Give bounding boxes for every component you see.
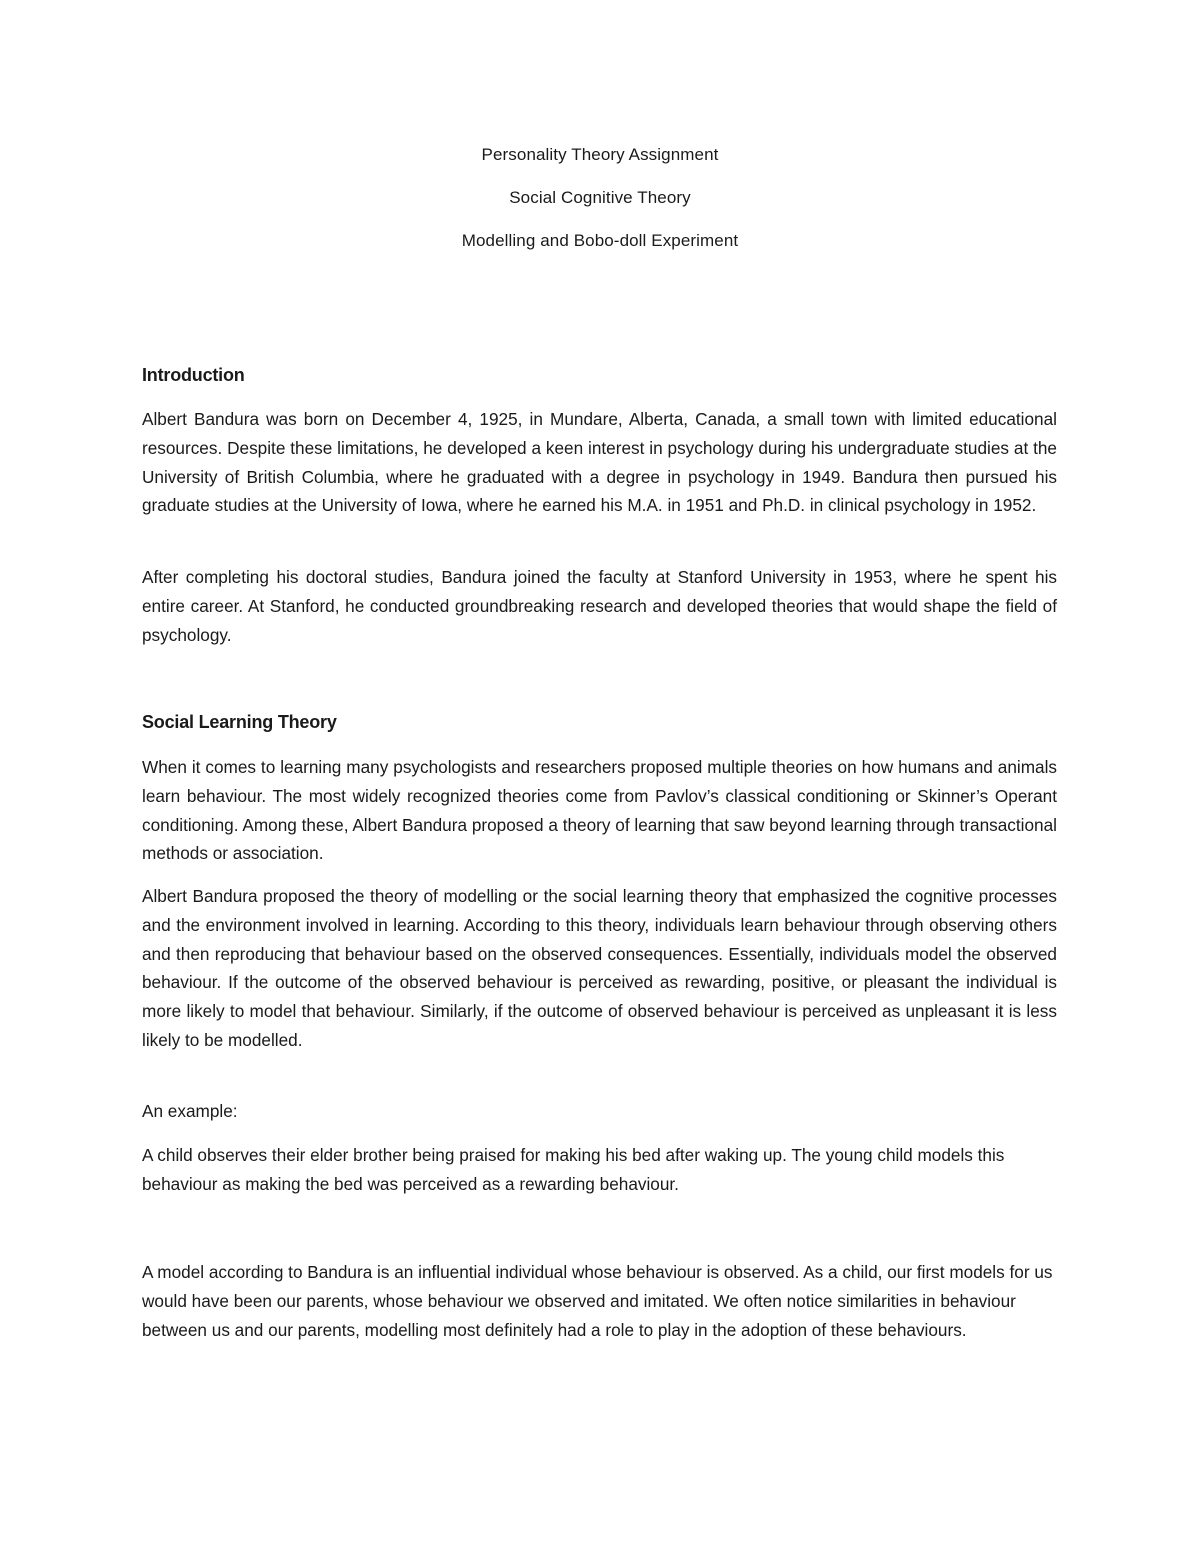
social-learning-heading: Social Learning Theory	[142, 712, 337, 732]
example-paragraph-block	[142, 1141, 1057, 1199]
social-learning-paragraph: Albert Bandura proposed the theory of modelling or the social learning theory that emphasized the cognitive processes and the environment involved in learning. According to this theory, individuals learn behaviour through observing others and then reproducing that behaviour based on the observed consequences. Essentially, individuals model the observed behaviour. If the outcome of the observed behaviour is perceived as rewarding, positive, or pleasant the individual is more likely to model that behaviour. Similarly, if the outcome of observed behaviour is perceived as unpleasant it is less likely to be modelled.	[142, 886, 1057, 1050]
social-learning-paragraph-1-block	[142, 753, 1057, 868]
social-learning-heading-block	[142, 710, 1057, 734]
social-learning-paragraph: When it comes to learning many psychologists and researchers proposed multiple theories on how humans and animals learn behaviour. The most widely recognized theories come from Pavlov’s classical conditioning or Skinner’s Operant conditioning. Among these, Albert Bandura proposed a theory of learning that saw beyond learning through transactional methods or association.	[142, 757, 1057, 864]
introduction-paragraph-2-block	[142, 563, 1057, 649]
topic-title: Modelling and Bobo-doll Experiment	[461, 231, 739, 250]
model-paragraph-block	[142, 1258, 1057, 1344]
introduction-heading: Introduction	[142, 365, 245, 385]
example-label-block	[142, 1097, 1057, 1126]
introduction-paragraph-1-block	[142, 405, 1057, 520]
theory-title: Social Cognitive Theory	[509, 188, 691, 207]
social-learning-paragraph-2-block	[142, 882, 1057, 1055]
model-paragraph: A model according to Bandura is an influential individual whose behaviour is observed. As a child, our first models for us would have been our parents, whose behaviour we observed and imitated. We often notice similarities in behaviour between us and our parents, modelling most definitely had a role to play in the adoption of these behaviours.	[142, 1262, 1053, 1340]
assignment-title: Personality Theory Assignment	[481, 145, 719, 164]
title-block	[0, 143, 1200, 272]
introduction-paragraph: After completing his doctoral studies, Bandura joined the faculty at Stanford University in 1953, where he spent his entire career. At Stanford, he conducted groundbreaking research and developed theories that would shape the field of psychology.	[142, 567, 1057, 645]
example-paragraph: A child observes their elder brother being praised for making his bed after waking up. The young child models this behaviour as making the bed was perceived as a rewarding behaviour.	[142, 1145, 1005, 1194]
example-label: An example:	[142, 1101, 238, 1121]
introduction-paragraph: Albert Bandura was born on December 4, 1925, in Mundare, Alberta, Canada, a small town with limited educational resources. Despite these limitations, he developed a keen interest in psychology during his undergraduate studies at the University of British Columbia, where he graduated with a degree in psychology in 1949. Bandura then pursued his graduate studies at the University of Iowa, where he earned his M.A. in 1951 and Ph.D. in clinical psychology in 1952.	[142, 409, 1057, 516]
introduction-heading-block	[142, 363, 1057, 387]
